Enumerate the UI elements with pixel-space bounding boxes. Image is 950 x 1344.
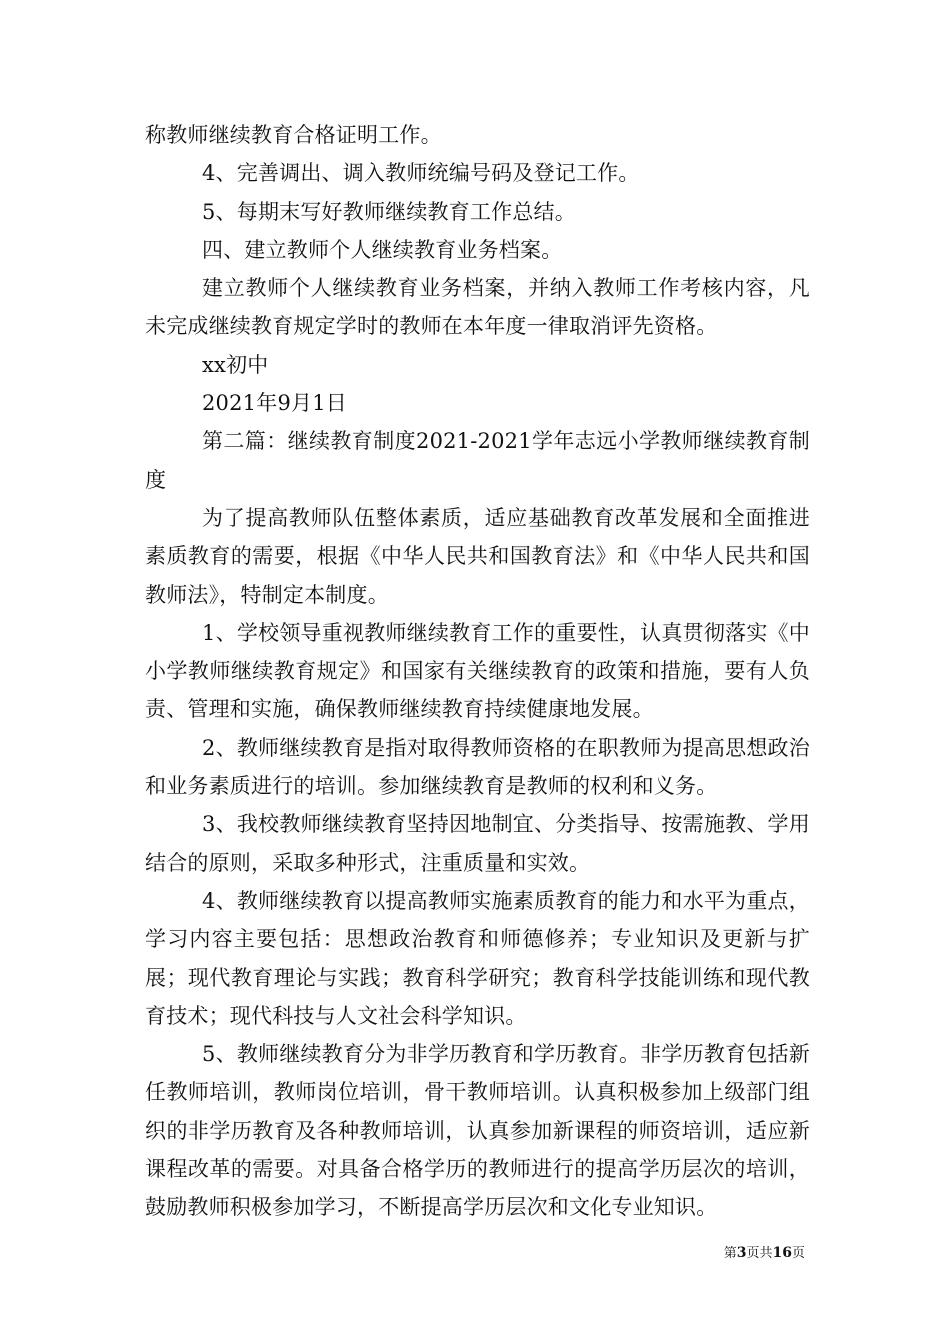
paragraph-rule-4: 4、教师继续教育以提高教师实施素质教育的能力和水平为重点，学习内容主要包括：思想政治教育和师德修养；专业知识及更新与扩展；现代教育理论与实践；教育科学研究；教育科学技能训练和现代教育技术；现代科技与人文社会科学知识。 [145, 888, 810, 1028]
footer-current-page: 3 [736, 1245, 747, 1261]
paragraph-rule-5: 5、教师继续教育分为非学历教育和学历教育。非学历教育包括新任教师培训，教师岗位培训，骨干教师培训。认真积极参加上级部门组织的非学历教育及各种教师培训，认真参加新课程的师资培训，适应新课程改革的需要。对具备合格学历的教师进行的提高学历层次的培训，鼓励教师积极参加学习，不断提高学历层次和文化专业知识。 [145, 1042, 810, 1220]
document-body [145, 116, 810, 1227]
footer-middle: 页共 [746, 1246, 773, 1261]
signature-school: xx初中 [202, 352, 269, 377]
page-number-footer [724, 1245, 805, 1262]
paragraph-rule-3: 3、我校教师继续教育坚持因地制宜、分类指导、按需施教、学用结合的原则，采取多种形式，注重质量和实效。 [145, 812, 810, 875]
paragraph-rule-1: 1、学校领导重视教师继续教育工作的重要性，认真贯彻落实《中小学教师继续教育规定》和国家有关继续教育的政策和措施，要有人负责、管理和实施，确保教师继续教育持续健康地发展。 [145, 620, 810, 722]
paragraph-item-5: 5、每期末写好教师继续教育工作总结。 [202, 199, 576, 224]
footer-total-pages: 16 [772, 1245, 792, 1261]
paragraph-archive: 建立教师个人继续教育业务档案，并纳入教师工作考核内容，凡未完成继续教育规定学时的教师在本年度一律取消评先资格。 [145, 276, 810, 339]
chapter-heading-2: 第二篇：继续教育制度2021-2021学年志远小学教师继续教育制度 [145, 429, 810, 492]
footer-suffix: 页 [791, 1246, 805, 1261]
signature-date: 2021年9月1日 [202, 391, 347, 416]
paragraph-rule-2: 2、教师继续教育是指对取得教师资格的在职教师为提高思想政治和业务素质进行的培训。参加继续教育是教师的权利和义务。 [145, 735, 810, 799]
paragraph-intro: 为了提高教师队伍整体素质，适应基础教育改革发展和全面推进素质教育的需要，根据《中华人民共和国教育法》和《中华人民共和国教师法》，特制定本制度。 [145, 505, 810, 607]
paragraph-item-4: 4、完善调出、调入教师统编号码及登记工作。 [202, 161, 640, 186]
paragraph-continuation: 称教师继续教育合格证明工作。 [145, 123, 442, 147]
section-heading-4: 四、建立教师个人继续教育业务档案。 [202, 237, 563, 262]
footer-prefix: 第 [723, 1246, 737, 1261]
